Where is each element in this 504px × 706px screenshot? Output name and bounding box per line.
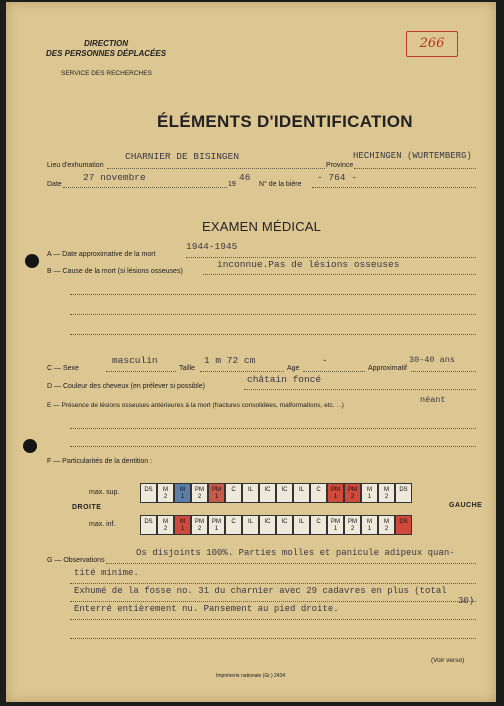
tooth-upper-2: M 1	[174, 483, 191, 503]
tooth-lower-14: M 2	[378, 515, 395, 535]
tooth-lower-0: DS	[140, 515, 157, 535]
observation-line-5: Enterré entièrement nu. Pansement au pied droite.	[74, 604, 339, 614]
field-c-label: C — Sexe	[47, 365, 79, 372]
tooth-upper-7: IC	[259, 483, 276, 503]
age-value: -	[322, 355, 328, 366]
field-a-value: 1944-1945	[186, 241, 238, 252]
approx-label: Approximatif	[368, 365, 407, 372]
field-d-label: D — Couleur des cheveux (en prélever si possible)	[47, 383, 205, 390]
tooth-lower-7: IC	[259, 515, 276, 535]
tooth-lower-4: PM 1	[208, 515, 225, 535]
observation-line-2: tité minime.	[74, 568, 139, 578]
printer-credit: Imprimerie nationale (Gr.) 2434	[216, 673, 286, 679]
tooth-upper-6: IL	[242, 483, 259, 503]
tooth-upper-11: PM 1	[327, 483, 344, 503]
taille-label: Taille	[179, 365, 195, 372]
age-label: Age	[287, 365, 300, 372]
header-service: SERVICE DES RECHERCHES	[61, 70, 152, 77]
biere-label: N° de la bière	[259, 181, 302, 188]
droite-label: DROITE	[72, 504, 102, 511]
year-prefix: 19	[228, 181, 236, 188]
date-label: Date	[47, 181, 62, 188]
province-value: HECHINGEN (WURTEMBERG)	[353, 151, 472, 161]
observation-line-1: Os disjoints 100%. Parties molles et panicule adipeux quan-	[136, 548, 455, 558]
observation-line-4: 30)	[458, 596, 475, 606]
province-label: Province	[326, 162, 354, 169]
field-f-label: F — Particularités de la dentition :	[47, 458, 153, 465]
reference-stamp: 266	[406, 31, 458, 57]
field-e-value: néant	[420, 395, 446, 405]
tooth-lower-13: M 1	[361, 515, 378, 535]
tooth-upper-4: PM 1	[208, 483, 225, 503]
field-g-label: G — Observations	[47, 557, 105, 564]
tooth-upper-10: C	[310, 483, 327, 503]
taille-value: 1 m 72 cm	[204, 355, 256, 366]
tooth-upper-13: M 1	[361, 483, 378, 503]
max-inf-label: max. inf.	[89, 521, 116, 528]
field-a-label: A — Date approximative de la mort	[47, 251, 156, 258]
field-d-value: châtain foncé	[247, 374, 322, 385]
punch-hole-bottom	[23, 439, 37, 453]
tooth-upper-8: IC	[276, 483, 293, 503]
tooth-upper-0: DS	[140, 483, 157, 503]
max-sup-label: max. sup.	[89, 489, 120, 496]
field-b-value: inconnue.Pas de lésions osseuses	[217, 259, 400, 270]
tooth-lower-15: DS	[395, 515, 412, 535]
document-sheet	[6, 2, 496, 702]
tooth-lower-8: IC	[276, 515, 293, 535]
lieu-label: Lieu d'exhumation	[47, 162, 104, 169]
approx-value: 30-40 ans	[409, 355, 455, 365]
field-b-label: B — Cause de la mort (si lésions osseuses)	[47, 268, 183, 275]
biere-value: - 764 -	[317, 172, 357, 183]
field-c-value: masculin	[112, 355, 158, 366]
tooth-upper-1: M 2	[157, 483, 174, 503]
tooth-upper-12: PM 2	[344, 483, 361, 503]
tooth-upper-5: C	[225, 483, 242, 503]
tooth-upper-14: M 2	[378, 483, 395, 503]
header-department: DES PERSONNES DÉPLACÉES	[46, 49, 167, 58]
tooth-lower-10: C	[310, 515, 327, 535]
tooth-lower-11: PM 1	[327, 515, 344, 535]
tooth-lower-1: M 2	[157, 515, 174, 535]
lieu-value: CHARNIER DE BISINGEN	[125, 151, 240, 162]
gauche-label: GAUCHE	[449, 502, 483, 509]
tooth-lower-12: PM 2	[344, 515, 361, 535]
section-title: EXAMEN MÉDICAL	[202, 219, 322, 234]
observation-line-3: Exhumé de la fosse no. 31 du charnier avec 29 cadavres en plus (total	[74, 586, 447, 596]
punch-hole-top	[25, 254, 39, 268]
tooth-lower-5: C	[225, 515, 242, 535]
tooth-lower-6: IL	[242, 515, 259, 535]
date-value: 27 novembre	[83, 172, 146, 183]
tooth-upper-9: IL	[293, 483, 310, 503]
tooth-lower-2: M 1	[174, 515, 191, 535]
dentition-lower-row	[140, 515, 412, 535]
verso-note: (Voir verso)	[431, 657, 465, 664]
field-e-label: E — Présence de lésions osseuses antérieures à la mort (fractures consolidées, malformations, etc. . .)	[47, 402, 344, 409]
tooth-lower-9: IL	[293, 515, 310, 535]
tooth-upper-15: DS	[395, 483, 412, 503]
header-direction: DIRECTION	[84, 39, 128, 48]
year-value: 46	[239, 172, 251, 183]
tooth-lower-3: PM 2	[191, 515, 208, 535]
dentition-upper-row	[140, 483, 412, 503]
tooth-upper-3: PM 2	[191, 483, 208, 503]
page-title: ÉLÉMENTS D'IDENTIFICATION	[157, 112, 413, 131]
